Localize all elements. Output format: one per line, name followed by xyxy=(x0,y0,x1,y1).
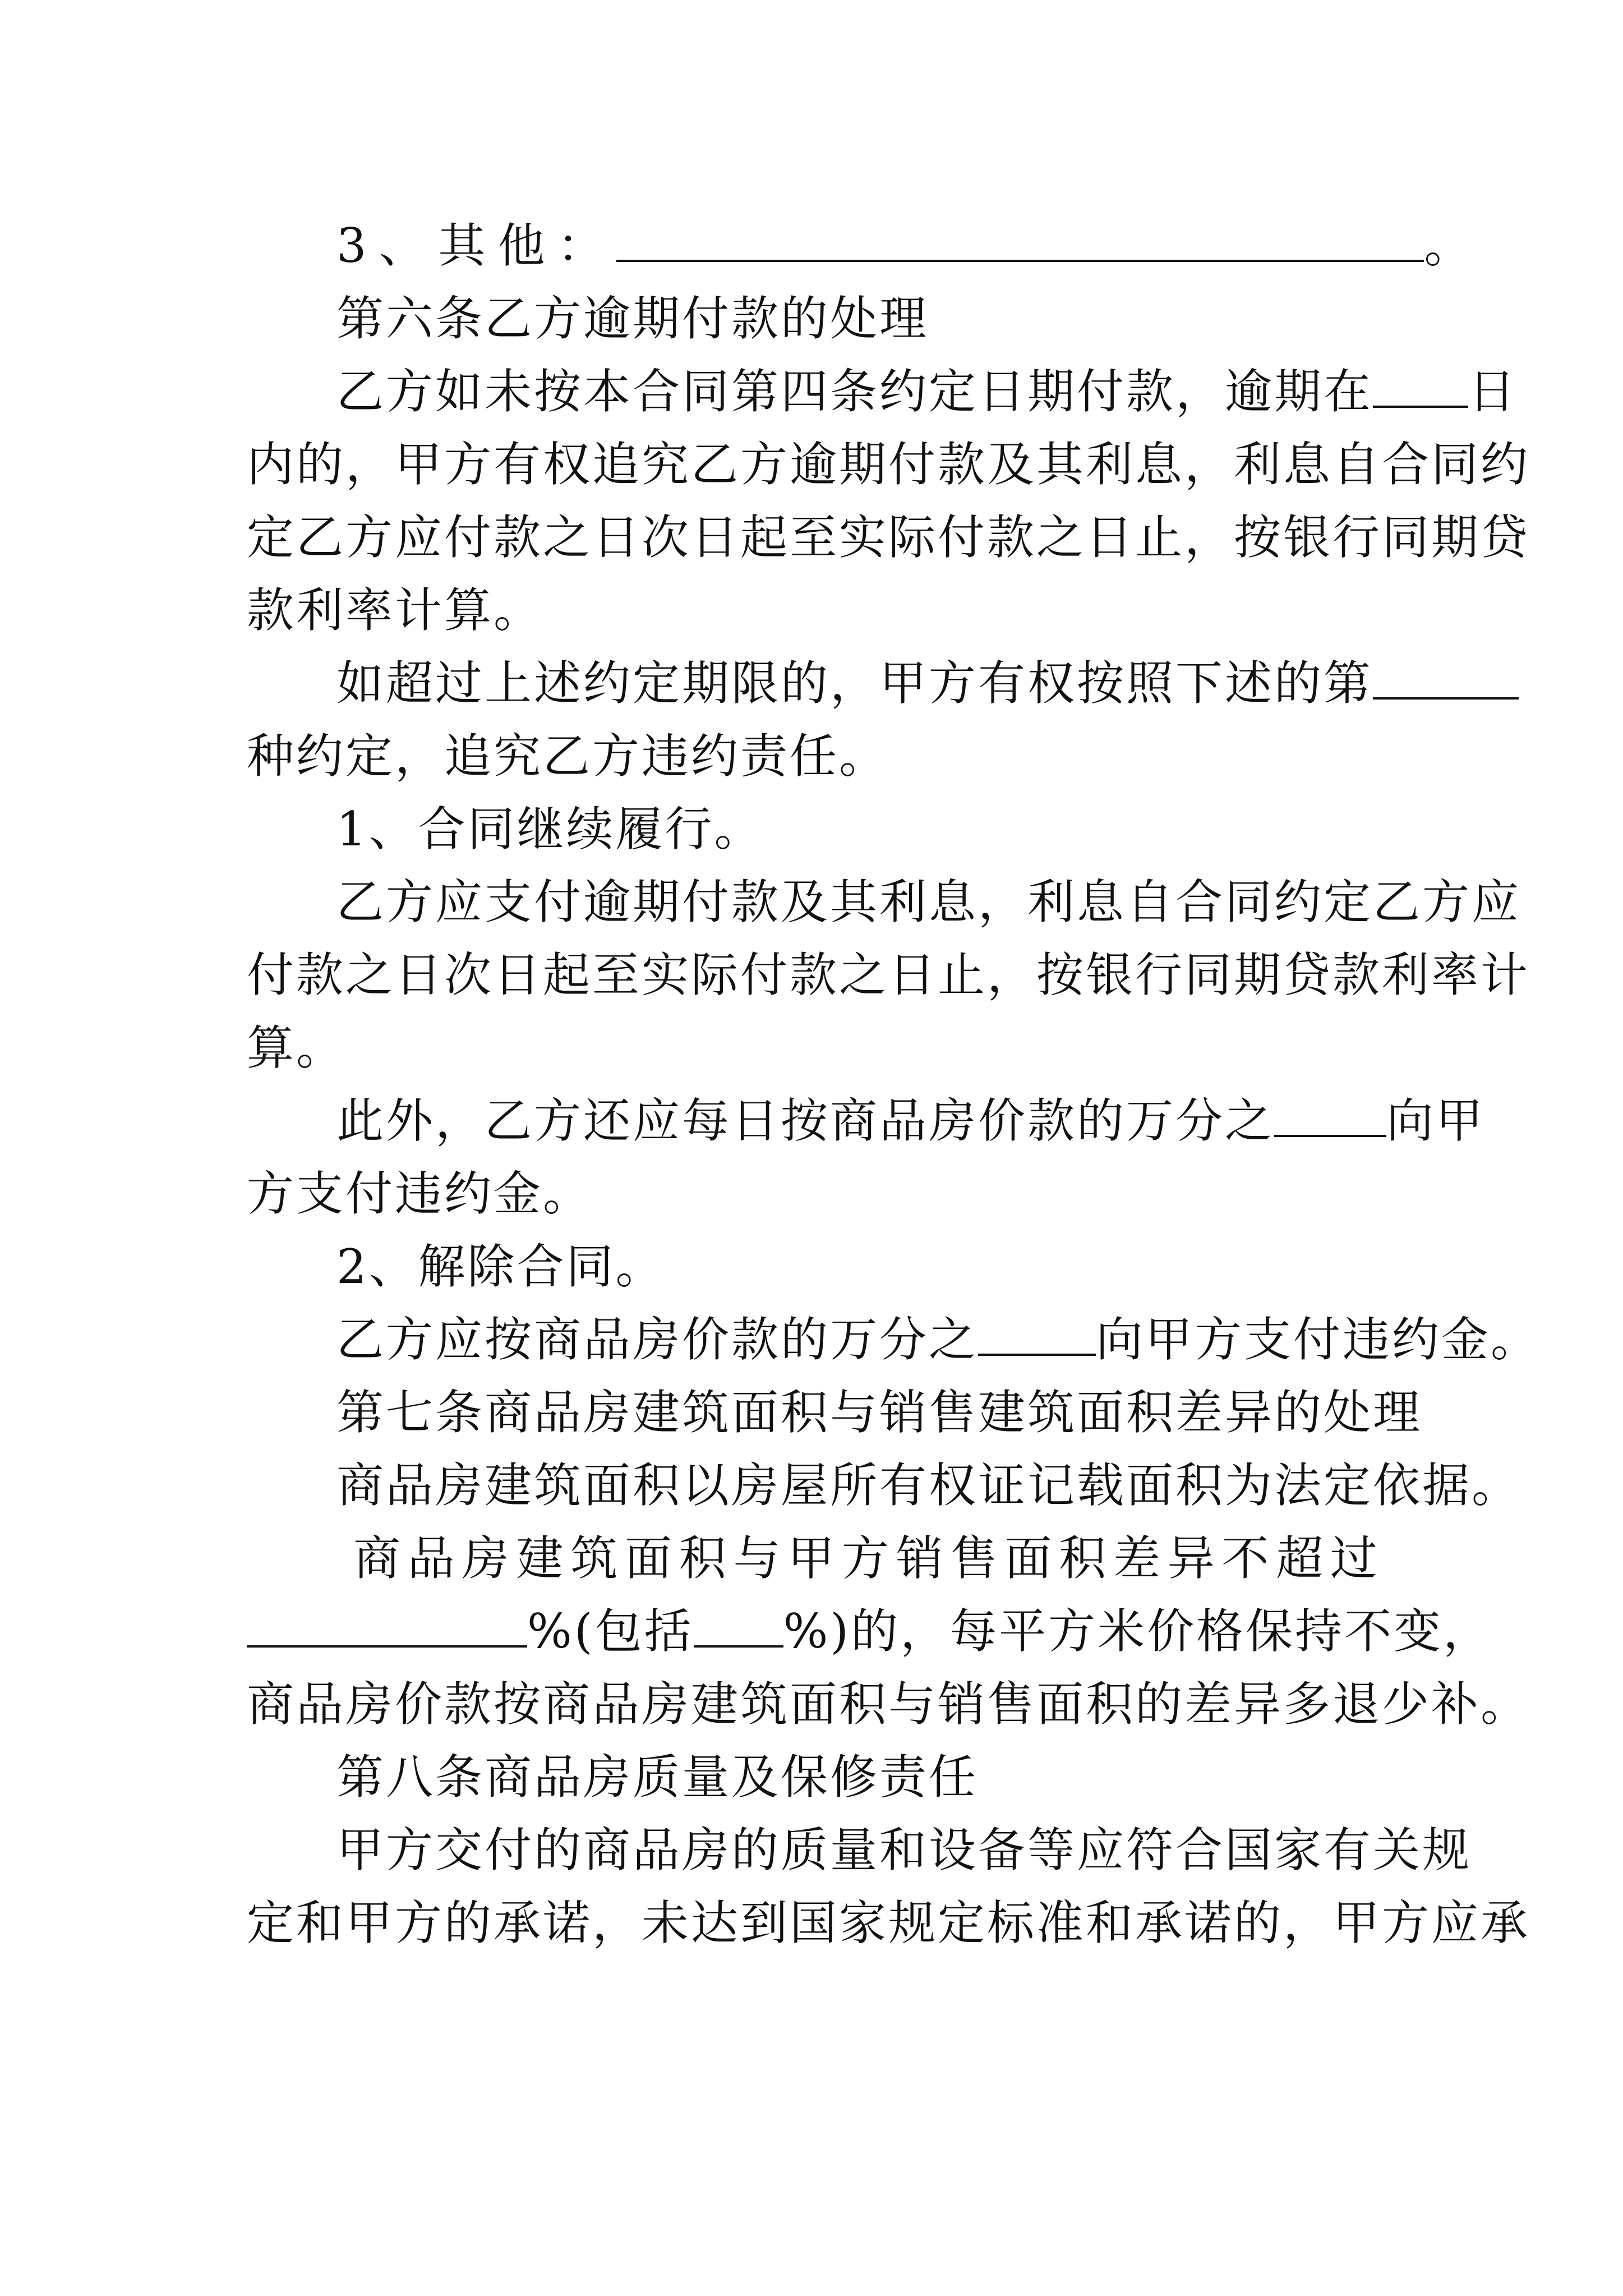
daily-penalty-blank xyxy=(1274,1096,1386,1137)
art6-p3-line1: 乙方应支付逾期付款及其利息，利息自合同约定乙方应 xyxy=(336,875,1521,930)
area-diff-percent-blank xyxy=(247,1606,527,1648)
art6-p3-line3: 算。 xyxy=(247,1020,346,1075)
art7-p1: 商品房建筑面积以房屋所有权证记载面积为法定依据。 xyxy=(336,1458,1521,1513)
art6-p1-line1 xyxy=(336,364,1518,420)
item-3-blank xyxy=(616,220,1424,262)
art7-p2-text-a: %(包括 xyxy=(527,1604,694,1659)
art6-p1-line4: 款利率计算。 xyxy=(247,583,543,638)
art6-p4-text-a: 此外，乙方还应每日按商品房价款的万分之 xyxy=(336,1093,1275,1148)
inclusive-percent-blank xyxy=(694,1606,783,1648)
termination-penalty-blank xyxy=(978,1314,1096,1356)
item-3-end: 。 xyxy=(1424,218,1474,273)
art6-p4-text-b: 向甲 xyxy=(1386,1093,1486,1148)
art6-p1-text-a: 乙方如未按本合同第四条约定日期付款，逾期在 xyxy=(336,364,1373,419)
art6-p2-text: 如超过上述约定期限的，甲方有权按照下述的第 xyxy=(336,656,1373,711)
art6-p1-line3: 定乙方应付款之日次日起至实际付款之日止，按银行同期贷 xyxy=(247,510,1530,565)
art6-p2-line2: 种约定，追究乙方违约责任。 xyxy=(247,729,889,784)
item-3-line xyxy=(336,218,1474,274)
art8-p1-line2: 定和甲方的承诺，未达到国家规定标准和承诺的，甲方应承 xyxy=(247,1895,1530,1950)
clause-number-blank xyxy=(1373,658,1519,700)
overdue-days-blank xyxy=(1373,366,1468,408)
art6-p3-line2: 付款之日次日起至实际付款之日止，按银行同期贷款利率计 xyxy=(247,947,1530,1002)
art7-p2-text-b: %)的，每平方米价格保持不变， xyxy=(783,1604,1493,1659)
art6-p5-text-b: 向甲方支付违约金。 xyxy=(1096,1312,1541,1367)
art6-p4-line1 xyxy=(336,1093,1486,1149)
art7-p2-line3: 商品房价款按商品房建筑面积与销售面积的差异多退少补。 xyxy=(247,1677,1530,1732)
article-7-title: 第七条商品房建筑面积与销售建筑面积差异的处理 xyxy=(336,1385,1423,1440)
art6-p5 xyxy=(336,1312,1541,1368)
item-3-label: 3、其他： xyxy=(336,218,617,273)
art7-p2-line1: 商品房建筑面积与甲方销售面积差异不超过 xyxy=(353,1531,1380,1586)
art6-p5-text-a: 乙方应按商品房价款的万分之 xyxy=(336,1312,979,1367)
art8-p1-line1: 甲方交付的商品房的质量和设备等应符合国家有关规 xyxy=(336,1823,1472,1878)
art6-p1-line2: 内的，甲方有权追究乙方逾期付款及其利息，利息自合同约 xyxy=(247,437,1530,492)
article-6-title: 第六条乙方逾期付款的处理 xyxy=(336,291,929,346)
option-2: 2、解除合同。 xyxy=(336,1239,665,1294)
option-1: 1、合同继续履行。 xyxy=(336,802,764,857)
art7-p2-line2 xyxy=(247,1603,1493,1659)
article-8-title: 第八条商品房质量及保修责任 xyxy=(336,1750,979,1805)
art6-p4-line2: 方支付违约金。 xyxy=(247,1166,593,1221)
art6-p1-text-b: 日 xyxy=(1468,364,1518,419)
art6-p2-line1 xyxy=(336,655,1380,711)
